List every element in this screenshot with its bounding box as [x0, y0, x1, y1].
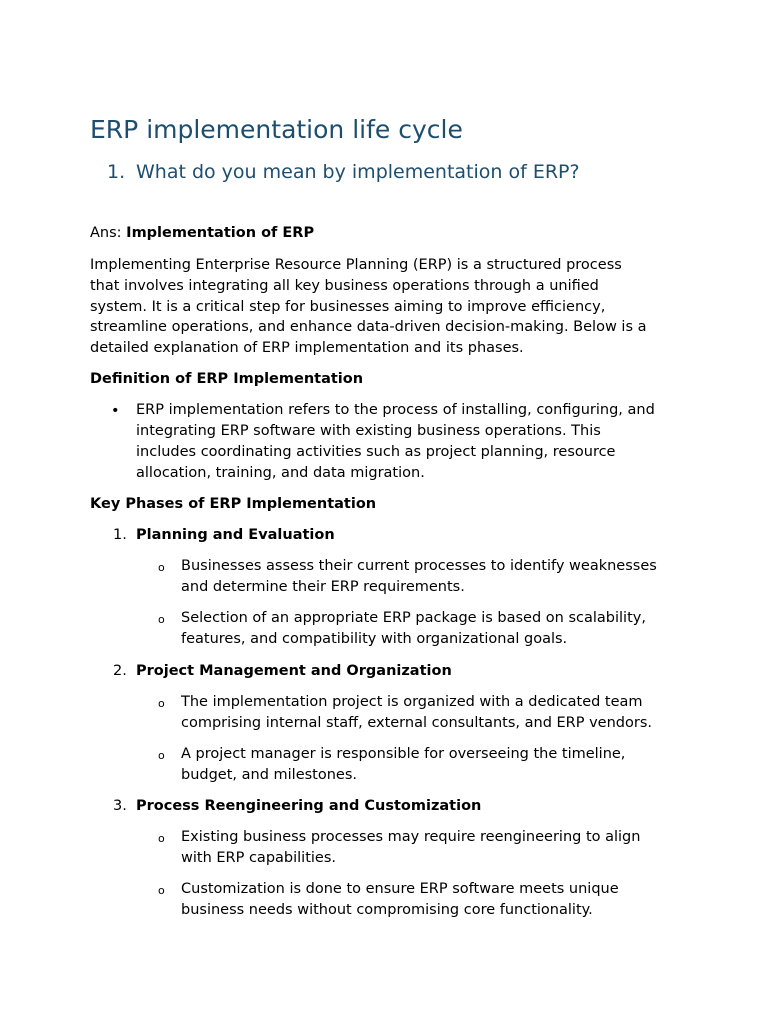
phases-heading: Key Phases of ERP Implementation [90, 496, 377, 512]
question-number: 1. [107, 161, 126, 183]
question-heading: What do you mean by implementation of ERP? [136, 161, 580, 183]
sub-bullet-marker: o [158, 749, 165, 762]
phase-title: Planning and Evaluation [136, 527, 335, 543]
phase-item-line: Existing business processes may require reengineering to align [181, 829, 641, 845]
page-title: ERP implementation life cycle [90, 115, 463, 144]
phase-number: 1. [113, 527, 127, 543]
definition-line: integrating ERP software with existing business operations. This [136, 423, 601, 439]
phase-item-line: Businesses assess their current processes to identify weaknesses [181, 558, 657, 574]
sub-bullet-marker: o [158, 832, 165, 845]
definition-line: ERP implementation refers to the process of installing, configuring, and [136, 402, 655, 418]
sub-bullet-marker: o [158, 561, 165, 574]
sub-bullet-marker: o [158, 884, 165, 897]
phase-item-line: features, and compatibility with organizational goals. [181, 631, 568, 647]
phase-item-line: business needs without compromising core functionality. [181, 902, 593, 918]
phase-item-line: comprising internal staff, external consultants, and ERP vendors. [181, 715, 652, 731]
bullet-marker: • [111, 403, 120, 419]
definition-heading: Definition of ERP Implementation [90, 371, 364, 387]
definition-line: allocation, training, and data migration. [136, 465, 425, 481]
intro-line: that involves integrating all key business operations through a unified [90, 278, 599, 294]
answer-prefix: Ans: [90, 225, 127, 241]
phase-item-line: A project manager is responsible for overseeing the timeline, [181, 746, 626, 762]
answer-line [90, 223, 314, 244]
phase-item-line: The implementation project is organized with a dedicated team [181, 694, 643, 710]
intro-line: streamline operations, and enhance data-driven decision-making. Below is a [90, 319, 647, 335]
phase-item-line: budget, and milestones. [181, 767, 358, 783]
phase-number: 2. [113, 663, 127, 679]
sub-bullet-marker: o [158, 697, 165, 710]
phase-item-line: Customization is done to ensure ERP software meets unique [181, 881, 619, 897]
phase-item-line: Selection of an appropriate ERP package is based on scalability, [181, 610, 646, 626]
answer-heading: Implementation of ERP [126, 225, 315, 241]
phase-item-line: and determine their ERP requirements. [181, 579, 465, 595]
sub-bullet-marker: o [158, 613, 165, 626]
intro-line: detailed explanation of ERP implementation and its phases. [90, 340, 524, 356]
phase-title: Process Reengineering and Customization [136, 798, 482, 814]
phase-title: Project Management and Organization [136, 663, 452, 679]
intro-line: system. It is a critical step for businesses aiming to improve efficiency, [90, 299, 606, 315]
phase-number: 3. [113, 798, 127, 814]
phase-item-line: with ERP capabilities. [181, 850, 336, 866]
intro-line: Implementing Enterprise Resource Planning (ERP) is a structured process [90, 257, 622, 273]
definition-line: includes coordinating activities such as project planning, resource [136, 444, 616, 460]
